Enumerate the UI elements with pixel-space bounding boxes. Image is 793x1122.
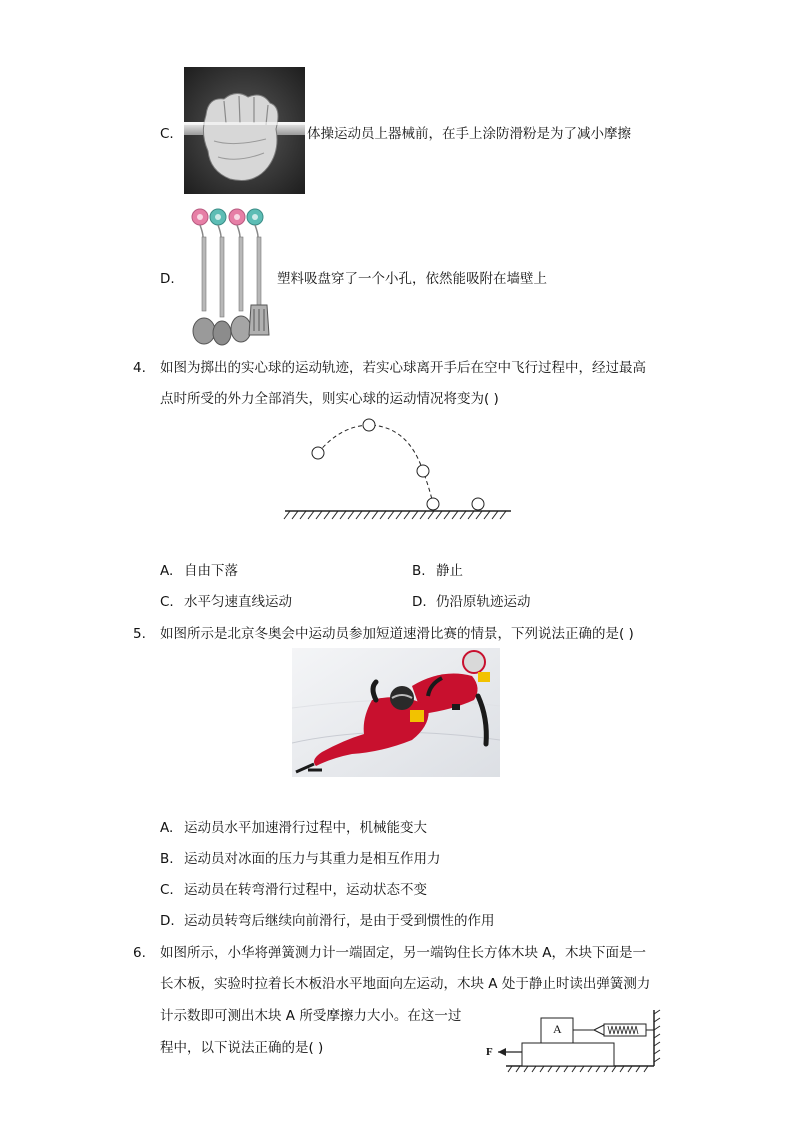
friction-experiment-diagram xyxy=(484,1008,664,1074)
q3-option-d-text: 塑料吸盘穿了一个小孔，依然能吸附在墙壁上 xyxy=(277,271,547,287)
q3-option-c-text: 体操运动员上器械前，在手上涂防滑粉是为了减小摩擦 xyxy=(307,126,631,142)
q4-option-c[interactable]: C. 水平匀速直线运动 xyxy=(160,594,292,610)
ball-trajectory-diagram xyxy=(280,412,520,524)
q4-option-d[interactable]: D. 仍沿原轨迹运动 xyxy=(412,594,531,610)
question-text: 如图所示，小华将弹簧测力计一端固定，另一端钩住长方体木块 A，木块下面是一 xyxy=(160,945,647,961)
question-text: 计示数即可测出木块 A 所受摩擦力大小。在这一过 xyxy=(160,1008,462,1024)
question-number: 6. xyxy=(133,945,146,961)
gymnast-hand-photo xyxy=(184,67,305,194)
q5-option-b[interactable]: B. 运动员对冰面的压力与其重力是相互作用力 xyxy=(160,851,441,867)
q4-option-a[interactable]: A. 自由下落 xyxy=(160,563,238,579)
q4-option-b[interactable]: B. 静止 xyxy=(412,563,463,579)
question-text: 点时所受的外力全部消失，则实心球的运动情况将变为( ) xyxy=(160,391,499,407)
question-text: 如图所示是北京冬奥会中运动员参加短道速滑比赛的情景，下列说法正确的是( ) xyxy=(160,626,634,642)
question-number: 5. xyxy=(133,626,146,642)
q3-option-c xyxy=(160,124,174,144)
question-text: 长木板，实验时拉着长木板沿水平地面向左运动，木块 A 处于静止时读出弹簧测力 xyxy=(160,976,651,992)
question-text: 如图为掷出的实心球的运动轨迹，若实心球离开手后在空中飞行过程中，经过最高 xyxy=(160,360,646,376)
q3-option-d xyxy=(160,269,175,289)
question-text: 程中，以下说法正确的是( ) xyxy=(160,1040,324,1056)
q5-option-d[interactable]: D. 运动员转弯后继续向前滑行，是由于受到惯性的作用 xyxy=(160,913,495,929)
block-a-label: A xyxy=(553,1022,562,1036)
question-number: 4. xyxy=(133,360,146,376)
q5-option-c[interactable]: C. 运动员在转弯滑行过程中，运动状态不变 xyxy=(160,882,427,898)
q5-option-a[interactable]: A. 运动员水平加速滑行过程中，机械能变大 xyxy=(160,820,427,836)
option-label: C. xyxy=(160,126,174,142)
suction-cup-utensils-photo xyxy=(187,205,273,347)
force-f-label: F xyxy=(486,1046,493,1058)
option-label: D. xyxy=(160,271,175,287)
speed-skating-photo xyxy=(292,648,500,777)
